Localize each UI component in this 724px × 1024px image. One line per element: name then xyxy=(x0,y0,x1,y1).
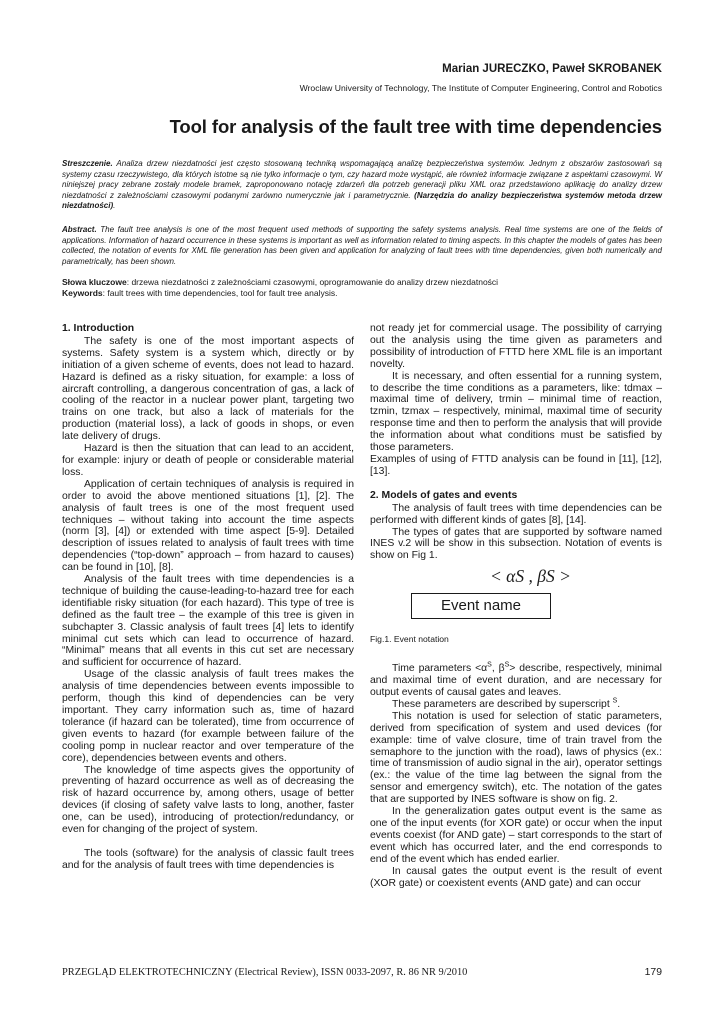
paragraph: This notation is used for selection of static parameters, derived from specification of system and used devices (for example: time of valve closure, time of train travel from the semaphore to the junction with the road), laws of physics (ex.: time of transmission of audio signal in the air), operator settings (ex.: the value of the time lag between the signal from the sensor and emergency switch), etc. The notation of the gates that are supported by INES software is show on fig. 2. xyxy=(370,710,662,806)
left-column xyxy=(62,323,354,872)
keywords-polish-label: Słowa kluczowe xyxy=(62,277,127,287)
paragraph: Usage of the classic analysis of fault trees makes the analysis of time dependencies between events impossible to perform, though this kind of dependencies can be very important. They carry information such as, time of hazard tolerance (if hazard can be tolerated), time from occurrence of given events to hazard (for example between failure of the cooling pomp in nuclear reactor and over temperature of the core), dependencies between events and others. xyxy=(62,669,354,764)
page-footer xyxy=(62,967,662,978)
paragraph: The knowledge of time aspects gives the opportunity of preventing of hazard occurrence as well as of decreasing the risk of hazard occurrence by, among others, usage of better devices (if closing of safety valve lasts to long, another, faster one, can be used), introducing of protection/redundancy, or even for changing of the project of system. xyxy=(62,764,354,836)
text-run: , β xyxy=(491,663,505,675)
text-run: . xyxy=(617,698,621,710)
paragraph: Hazard is then the situation that can lead to an accident, for example: injury or death of people or considerable material loss. xyxy=(62,443,354,478)
journal-info: PRZEGLĄD ELEKTROTECHNICZNY (Electrical Review), ISSN 0033-2097, R. 86 NR 9/2010 xyxy=(62,967,468,978)
superscript: S xyxy=(487,661,492,669)
section-heading-models: 2. Models of gates and events xyxy=(370,489,518,501)
abstract-polish: Streszczenie. Analiza drzew niezdatności jest często stosowaną techniką wspomagającą analizę bezpieczeństwa systemów. Jednym z obszarów zastosowań są systemy czasu rzeczywistego, dla których istotne są nie tylko informacje o tym, czy hazard może wystąpić, ale również informacje związane z aspektami czasowymi. W niniejszej pracy zebrane zostały modele bramek, zaproponowano notację zdarzeń dla potrzeb generacji pliku XML oraz przedstawiono aplikację do analizy drzew niezdatności z zależnościami czasowymi podanymi zarówno numerycznie jak i parametrycznie. (Narzędzia do analizy bezpieczeństwa systemów metoda drzew niezdatności). xyxy=(62,159,662,211)
keywords-english xyxy=(62,288,662,299)
abstract-english-text: The fault tree analysis is one of the most frequent used methods of supporting the safety systems analysis. Real time systems are one of the fields of applications. Information of hazard occurrence in these systems is important as well as information related to timing aspects. In this chapter the models of gates has been collected, the notation of events for XML file generation has been given and application for analyzing of fault trees with time dependencies, given both numerically and parametrically, has been shown. xyxy=(62,225,662,266)
abstract-polish-title: (Narzędzia do analizy bezpieczeństwa systemów metoda drzew niezdatności) xyxy=(62,190,662,211)
abstract-english xyxy=(62,225,662,267)
keywords-polish xyxy=(62,277,662,288)
text-run: These parameters are described by superscript xyxy=(392,698,610,710)
figure-caption: Fig.1. Event notation xyxy=(370,634,449,645)
paper-title: Tool for analysis of the fault tree with time dependencies xyxy=(169,116,662,137)
abstract-polish-text: Analiza drzew niezdatności jest często stosowaną techniką wspomagającą analizę bezpieczeństwa systemów. Jednym z obszarów zastosowań są systemy czasu rzeczywistego, dla których istotne są nie tylko informacje o tym, czy hazard może wystąpić, ale również informacje związane z aspektami czasowymi. W niniejszej pracy zebrane zostały modele bramek, zaproponowano notację zdarzeń dla potrzeb generacji pliku XML oraz przedstawiono aplikację do analizy drzew niezdatności z zależnościami czasowymi podanymi zarówno numerycznie jak i parametrycznie. xyxy=(62,159,662,200)
keywords-polish-text: : drzewa niezdatności z zależnościami czasowymi, oprogramowanie do analizy drzew niezdatności xyxy=(126,277,499,287)
paragraph: In the generalization gates output event is the same as one of the input events (for XOR gate) or occur when the input events coexist (for AND gate) – start corresponds to the start of event which has occurred later, and the end corresponds to end of the event which has ended earlier. xyxy=(370,806,662,865)
page-number: 179 xyxy=(644,967,662,978)
section-heading-introduction: 1. Introduction xyxy=(62,323,135,334)
paragraph: In causal gates the output event is the result of event (XOR gate) or coexistent events (AND gate) and can occur xyxy=(370,865,662,889)
paragraph: Application of certain techniques of analysis is required in order to avoid the above mentioned situations [1], [2]. The analysis of fault trees is one of the most frequent used techniques – without taking into account the time aspects (norm [3], [4]) or extended with time aspect [5-9]. Detailed description of issues related to analysis of fault trees with time dependencies (“top-down” approach – from hazard to causes) can be found in [10], [8]. xyxy=(62,478,354,574)
authors: Marian JURECZKO, Paweł SKROBANEK xyxy=(442,63,662,75)
text-run: > describe, respectively, minimal and maximal time of event duration, and are necessary for output events of causal gates and leaves. xyxy=(370,663,662,699)
paragraph-superscript xyxy=(370,699,662,711)
event-time-parameters-math: < αS , βS > xyxy=(490,566,571,587)
paragraph: not ready jet for commercial usage. The possibility of carrying out the analysis using the time given as parameters and possibility of introduction of FTTD here XML file is an important novelty. xyxy=(370,323,662,370)
event-name-box: Event name xyxy=(411,593,551,619)
paragraph: Examples of using of FTTD analysis can be found in [11], [12], [13]. xyxy=(370,453,662,477)
abstract-polish-label: Streszczenie. xyxy=(62,159,113,168)
paragraph: The tools (software) for the analysis of classic fault trees and for the analysis of fault trees with time dependencies is xyxy=(62,847,354,871)
paragraph: Analysis of the fault trees with time dependencies is a technique of building the cause-leading-to-hazard tree for each identifiable risky situation (for each hazard). This type of tree is defined as the fault tree – the example of this tree is given in subchapter 3. Classic analysis of fault trees [4] lets to identify minimal cut sets which can lead to occurrence of hazard. “Minimal” means that all events in this cut set are necessary and sufficient for occurrence of hazard. xyxy=(62,574,354,669)
superscript: S xyxy=(612,697,618,705)
text-run: Time parameters <α xyxy=(392,663,488,675)
keywords-english-text: : fault trees with time dependencies, tool for fault tree analysis. xyxy=(102,288,338,299)
paragraph: It is necessary, and often essential for a running system, to describe the time conditions as a parameters, like: tdmax – maximal time of delivery, trmin – minimal time of reaction, tzmin, tzmax – respectively, minimal, maximal time of security response time and then to perform the analysis that will provide the information about what conditions must be satisfied by those parameters. xyxy=(370,370,662,454)
right-column xyxy=(370,323,662,889)
keywords-english-label: Keywords xyxy=(62,288,103,299)
spacer xyxy=(62,836,354,848)
paragraph: The safety is one of the most important aspects of systems. Safety system is a system which, directly or by initiation of a given scheme of events, does not lead to hazard. Hazard is defined as a risky situation, for example: a loss of aircraft controlling, a dangerous concentration of gas, a lack of cooling of the reactor in a nuclear power plant, targeting two trains on one track, but also a lack of materials for the production (material loss), a lack of goods in shops, or even late delivery of drugs. xyxy=(62,335,354,443)
superscript: S xyxy=(504,661,510,669)
paragraph: The types of gates that are supported by software named INES v.2 will be show in this subsection. Notation of events is show on Fig 1. xyxy=(370,526,662,562)
paragraph: The analysis of fault trees with time dependencies can be performed with different kinds of gates [8], [14]. xyxy=(370,502,662,526)
spacer xyxy=(370,478,662,490)
keywords-block xyxy=(62,277,662,300)
affiliation: Wroclaw University of Technology, The Institute of Computer Engineering, Control and Robotics xyxy=(299,83,662,93)
paragraph-time-parameters xyxy=(370,663,662,699)
abstract-english-label: Abstract. xyxy=(62,225,97,234)
figure-event-notation xyxy=(370,568,662,663)
